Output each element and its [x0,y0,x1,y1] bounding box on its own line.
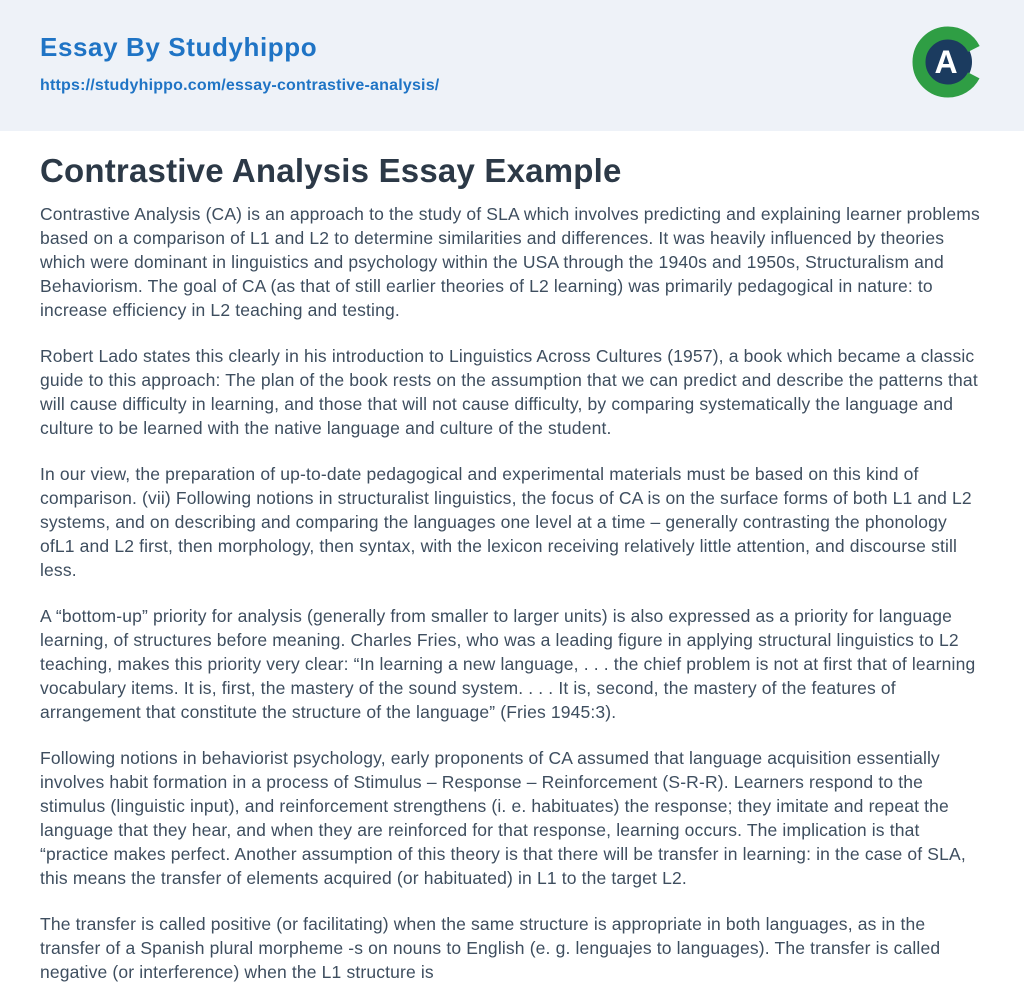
page-header [0,0,1024,131]
paragraph-5: Following notions in behaviorist psychology, early proponents of CA assumed that language acquisition essentially involves habit formation in a process of Stimulus – Response – Reinforcement (S-R-R). Learners respond to the stimulus (linguistic input), and reinforcement strengthens (i. e. habituates) the response; they imitate and repeat the language that they hear, and when they are reinforced for that response, learning occurs. The implication is that “practice makes perfect. Another assumption of this theory is that there will be transfer in learning: in the case of SLA, this means the transfer of elements acquired (or habituated) in L1 to the target L2. [40,748,966,888]
studyhippo-logo [912,26,984,98]
page-title: Contrastive Analysis Essay Example [40,152,622,189]
paragraph-3: In our view, the preparation of up-to-date pedagogical and experimental materials must be based on this kind of comparison. (vii) Following notions in structuralist linguistics, the focus of CA is on the surface forms of both L1 and L2 systems, and on describing and comparing the languages one level at a time – generally contrasting the phonology ofL1 and L2 first, then morphology, then syntax, with the lexicon receiving relatively little attention, and discourse still less. [40,464,972,580]
studyhippo-logo-icon [912,26,984,98]
source-url-link[interactable]: https://studyhippo.com/essay-contrastive-analysis/ [40,76,440,94]
paragraph-6: The transfer is called positive (or facilitating) when the same structure is appropriate in both languages, as in the transfer of a Spanish plural morpheme -s on nouns to English (e. g. lenguajes to languages). The transfer is called negative (or interference) when the L1 structure is [40,914,941,982]
paragraph-4: A “bottom-up” priority for analysis (generally from smaller to larger units) is also expressed as a priority for language learning, of structures before meaning. Charles Fries, who was a leading figure in applying structural linguistics to L2 teaching, makes this priority very clear: “In learning a new language, . . . the chief problem is not at first that of learning vocabulary items. It is, first, the mastery of the sound system. . . . It is, second, the mastery of the features of arrangement that constitute the structure of the language” (Fries 1945:3). [40,606,976,722]
paragraph-2: Robert Lado states this clearly in his introduction to Linguistics Across Cultures (1957), a book which became a classic guide to this approach: The plan of the book rests on the assumption that we can predict and describe the patterns that will cause difficulty in learning, and those that will not cause difficulty, by comparing systematically the language and culture to be learned with the native language and culture of the student. [40,346,978,438]
paragraph-1: Contrastive Analysis (CA) is an approach to the study of SLA which involves predicting and explaining learner problems based on a comparison of L1 and L2 to determine similarities and differences. It was heavily influenced by theories which were dominant in linguistics and psychology within the USA through the 1940s and 1950s, Structuralism and Behaviorism. The goal of CA (as that of still earlier theories of L2 learning) was primarily pedagogical in nature: to increase efficiency in L2 teaching and testing. [40,204,980,320]
logo-letter-text: A [934,44,958,80]
site-title: Essay By Studyhippo [40,32,318,62]
header-text [40,33,439,95]
article [0,131,1024,984]
